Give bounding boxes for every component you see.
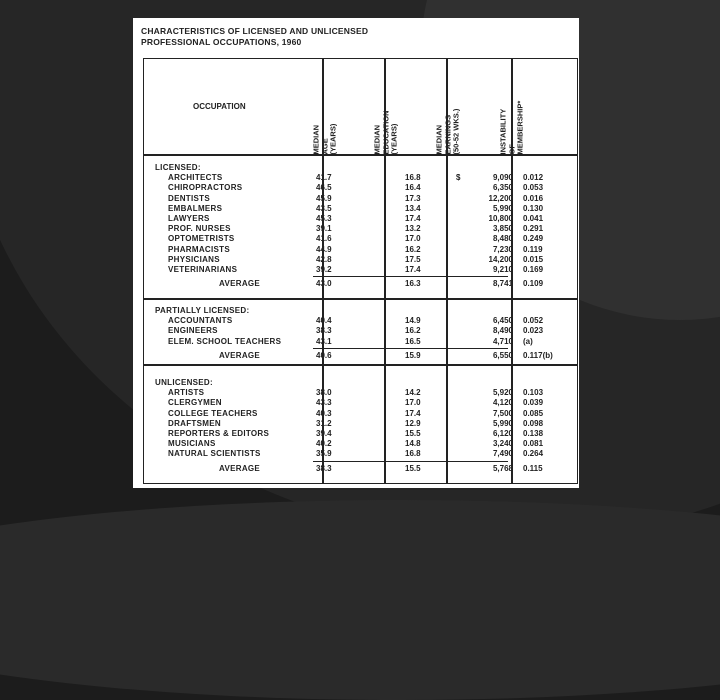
average-age: 40.6 <box>316 350 332 360</box>
instability-value: 0.015 <box>523 254 544 264</box>
median-earnings: 5,990 <box>492 418 513 428</box>
median-earnings: 4,710 <box>492 336 513 346</box>
average-age: 43.0 <box>316 279 332 289</box>
average-earnings: 8,741 <box>492 279 513 289</box>
median-education: 17.0 <box>405 234 421 244</box>
average-instability: 0.115 <box>523 463 543 473</box>
median-age: 39.4 <box>316 429 332 438</box>
median-age: 40.2 <box>316 439 332 449</box>
median-age: 43.5 <box>316 203 332 213</box>
document-image: CHARACTERISTICS OF LICENSED AND UNLICENSED PROFESSIONAL OCCUPATIONS, 1960 OCCUPATION MEDIAN AGE (YEARS) MEDIAN EDUCATION (YEARS) MEDIAN EARNINGS (50-52 WKS.) INSTABILITY OF MEMBERSHIP* LICENSED: ARCHITECTS 41.7 16.8 $ 9,090 0.012 CHIROPRACTORS 46.5 16.4 6,350 0.053 DENTISTS 45.9 17.3 12,200 0.016 EMBALMERS 43.5 13.4 5,990 0.130 LAWYERS 45.3 17.4 10,800 0.041 PROF. NURSES 39.1 13.2 3,850 0.291 OPTOMETRISTS 41.6 17.0 8,480 0.249 PHARMACISTS 44.9 16.2 7,230 0.119 PHYSICIANS 42.8 17.5 14,200 0.015 VETERINARIANS 39.2 17.4 9,210 0.169 AVERAGE 43.0 16.3 8,741 0.109 PARTIALLY LICENSED: ACCOUNTANTS 40.4 14.9 6,450 0.052 ENGINEERS 38.3 16.2 8,490 0.023 ELEM. SCHOOL TEACHERS 43.1 16.5 4,710 (a) AVERAGE 40.6 15.9 6,550 0.117(b) UNLICENSED: ARTISTS 38.0 14.2 5,920 0.103 CLERGYMEN 43.3 17.0 4,120 0.039 COLLEGE TEACHERS 40.3 17.4 7,500 0.085 DRAFTSMEN 31.2 12.9 5,990 0.098 REPORTERS & EDITORS 39.4 15.5 6,120 0.138 MUSICIANS 40.2 14.8 3,240 0.081 NATURAL SCIENTISTS 35.9 16.8 7,490 0.264 AVERAGE 38.3 15.5 5,768 0.115 <box>133 18 579 488</box>
median-age: 35.9 <box>316 449 332 459</box>
occupation-name: EMBALMERS <box>168 203 223 213</box>
median-age: 38.3 <box>316 326 332 336</box>
section-title: PARTIALLY LICENSED: <box>155 306 250 315</box>
median-age: 39.1 <box>316 224 332 234</box>
table-row <box>133 337 579 347</box>
table-row <box>133 316 579 326</box>
occupation-name: ARTISTS <box>168 388 205 398</box>
occupation-name: CLERGYMEN <box>168 398 222 408</box>
occupation-name: ELEM. SCHOOL TEACHERS <box>168 336 282 346</box>
background-curve <box>0 500 720 700</box>
median-earnings: 8,490 <box>492 326 513 336</box>
median-age: 45.3 <box>316 214 332 223</box>
occupation-name: ACCOUNTANTS <box>168 316 233 326</box>
table-row <box>133 409 579 419</box>
average-age: 38.3 <box>316 463 332 473</box>
occupation-name: PHYSICIANS <box>168 254 220 264</box>
occupation-name: PHARMACISTS <box>168 244 230 254</box>
table-row <box>133 224 579 234</box>
median-education: 15.5 <box>405 429 421 438</box>
average-label: AVERAGE <box>219 463 261 473</box>
table-row <box>133 173 579 183</box>
median-education: 14.8 <box>405 439 421 449</box>
average-row <box>133 279 579 289</box>
instability-value: 0.052 <box>523 316 544 326</box>
median-education: 17.5 <box>405 254 421 264</box>
currency-sign: $ <box>456 173 461 183</box>
average-row <box>133 351 579 361</box>
average-education: 16.3 <box>405 279 421 289</box>
table-row <box>133 398 579 408</box>
instability-value: 0.103 <box>523 388 544 398</box>
instability-value: 0.098 <box>523 418 544 428</box>
median-education: 14.2 <box>405 388 421 398</box>
occupation-name: ARCHITECTS <box>168 173 223 183</box>
table-row <box>133 419 579 429</box>
median-age: 31.2 <box>316 418 332 428</box>
instability-value: 0.053 <box>523 183 544 193</box>
median-education: 16.2 <box>405 244 421 254</box>
median-earnings: 4,120 <box>492 398 513 408</box>
median-age: 41.6 <box>316 234 332 244</box>
table-row <box>133 326 579 336</box>
occupation-name: CHIROPRACTORS <box>168 183 243 193</box>
median-age: 44.9 <box>316 244 332 254</box>
average-label: AVERAGE <box>219 279 261 289</box>
section-title: LICENSED: <box>155 163 201 172</box>
median-education: 16.4 <box>405 183 421 193</box>
median-earnings: 10,800 <box>488 214 513 223</box>
instability-value: 0.291 <box>523 224 544 234</box>
table-row <box>133 204 579 214</box>
occupation-name: DENTISTS <box>168 193 210 203</box>
median-education: 17.0 <box>405 398 421 408</box>
median-earnings: 7,500 <box>492 408 513 418</box>
table-row <box>133 449 579 459</box>
instability-value: 0.041 <box>523 214 544 223</box>
median-education: 16.8 <box>405 173 421 183</box>
median-age: 42.8 <box>316 254 332 264</box>
title-line-2: PROFESSIONAL OCCUPATIONS, 1960 <box>141 36 302 47</box>
section-title: UNLICENSED: <box>155 378 213 387</box>
median-education: 17.3 <box>405 193 421 203</box>
instability-value: 0.249 <box>523 234 544 244</box>
occupation-name: DRAFTSMEN <box>168 418 221 428</box>
instability-value: 0.119 <box>523 244 543 254</box>
average-instability: 0.117(b) <box>523 350 553 360</box>
median-education: 16.2 <box>405 326 421 336</box>
median-education: 16.5 <box>405 336 421 346</box>
median-age: 38.0 <box>316 388 332 398</box>
average-earnings: 5,768 <box>492 463 513 473</box>
median-education: 17.4 <box>405 265 421 274</box>
table-row <box>133 245 579 255</box>
occupation-name: PROF. NURSES <box>168 224 231 234</box>
instability-value: 0.081 <box>523 439 544 449</box>
table-row <box>133 234 579 244</box>
instability-value: 0.016 <box>523 193 544 203</box>
median-education: 12.9 <box>405 418 421 428</box>
median-age: 39.2 <box>316 265 332 274</box>
median-education: 16.8 <box>405 449 421 459</box>
table-row <box>133 255 579 265</box>
median-age: 40.4 <box>316 316 332 326</box>
table-row <box>133 439 579 449</box>
header-occupation: OCCUPATION <box>193 102 246 111</box>
median-earnings: 6,450 <box>492 316 513 326</box>
median-age: 45.9 <box>316 193 332 203</box>
instability-value: (a) <box>523 336 533 346</box>
instability-value: 0.130 <box>523 203 544 213</box>
total-rule <box>313 276 508 277</box>
median-age: 43.3 <box>316 398 332 408</box>
median-education: 17.4 <box>405 214 421 223</box>
average-label: AVERAGE <box>219 350 261 360</box>
median-earnings: 5,920 <box>492 388 513 398</box>
occupation-name: REPORTERS & EDITORS <box>168 429 270 438</box>
total-rule <box>313 461 508 462</box>
median-earnings: 12,200 <box>488 193 513 203</box>
median-earnings: 6,350 <box>492 183 513 193</box>
median-age: 40.3 <box>316 408 332 418</box>
average-education: 15.5 <box>405 463 421 473</box>
instability-value: 0.264 <box>523 449 544 459</box>
table-row <box>133 388 579 398</box>
table-row <box>133 429 579 439</box>
section-divider <box>143 364 578 366</box>
instability-value: 0.023 <box>523 326 544 336</box>
median-earnings: 3,240 <box>492 439 513 449</box>
table-row <box>133 265 579 275</box>
average-education: 15.9 <box>405 350 421 360</box>
occupation-name: LAWYERS <box>168 214 210 223</box>
median-age: 41.7 <box>316 173 332 183</box>
median-earnings: 3,850 <box>492 224 513 234</box>
total-rule <box>313 348 508 349</box>
table-row <box>133 183 579 193</box>
median-education: 13.4 <box>405 203 421 213</box>
title-line-1: CHARACTERISTICS OF LICENSED AND UNLICENSED <box>141 26 369 36</box>
table-row <box>133 194 579 204</box>
median-earnings: 8,480 <box>492 234 513 244</box>
median-earnings: 7,230 <box>492 244 513 254</box>
occupation-name: OPTOMETRISTS <box>168 234 235 244</box>
median-earnings: 7,490 <box>492 449 513 459</box>
median-earnings: 9,090 <box>492 173 513 183</box>
median-earnings: 6,120 <box>492 429 513 438</box>
average-earnings: 6,550 <box>492 350 513 360</box>
instability-value: 0.169 <box>523 265 544 274</box>
median-age: 46.5 <box>316 183 332 193</box>
instability-value: 0.012 <box>523 173 544 183</box>
median-education: 13.2 <box>405 224 421 234</box>
document-title <box>141 26 571 47</box>
occupation-name: COLLEGE TEACHERS <box>168 408 258 418</box>
median-education: 14.9 <box>405 316 421 326</box>
median-age: 43.1 <box>316 336 332 346</box>
occupation-name: MUSICIANS <box>168 439 216 449</box>
section-divider <box>143 298 578 300</box>
occupation-name: VETERINARIANS <box>168 265 238 274</box>
average-row <box>133 464 579 474</box>
instability-value: 0.039 <box>523 398 544 408</box>
median-earnings: 5,990 <box>492 203 513 213</box>
occupation-name: NATURAL SCIENTISTS <box>168 449 261 459</box>
average-instability: 0.109 <box>523 279 544 289</box>
table-row <box>133 214 579 224</box>
instability-value: 0.085 <box>523 408 544 418</box>
occupation-name: ENGINEERS <box>168 326 218 336</box>
instability-value: 0.138 <box>523 429 544 438</box>
median-education: 17.4 <box>405 408 421 418</box>
median-earnings: 9,210 <box>492 265 513 274</box>
median-earnings: 14,200 <box>488 254 513 264</box>
